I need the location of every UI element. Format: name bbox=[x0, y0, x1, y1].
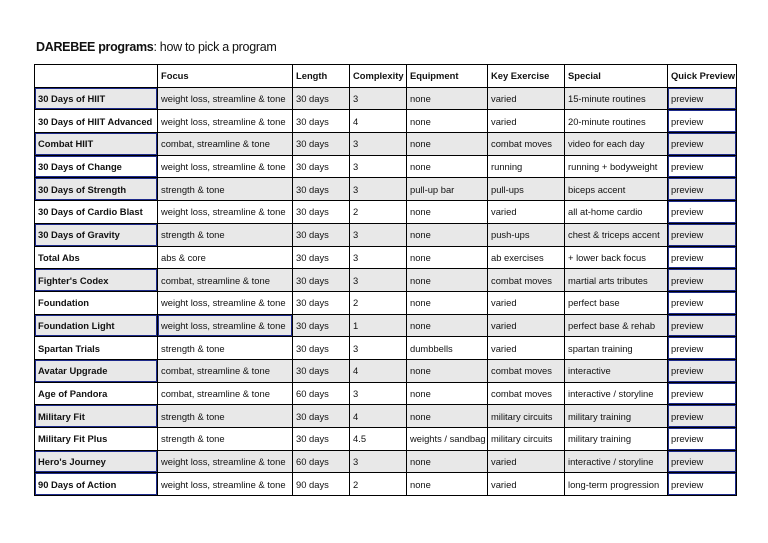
cell-length: 30 days bbox=[293, 291, 350, 314]
cell-complexity: 3 bbox=[350, 382, 407, 405]
cell-program-name: 30 Days of Strength bbox=[35, 178, 158, 201]
cell-special: interactive / storyline bbox=[565, 382, 668, 405]
cell-special: perfect base & rehab bbox=[565, 314, 668, 337]
cell-program-name: Combat HIIT bbox=[35, 133, 158, 156]
cell-preview-link[interactable]: preview bbox=[668, 382, 737, 405]
cell-focus: abs & core bbox=[158, 246, 293, 269]
cell-program-name: 30 Days of Gravity bbox=[35, 223, 158, 246]
cell-special: 15-minute routines bbox=[565, 87, 668, 110]
cell-preview-link[interactable]: preview bbox=[668, 223, 737, 246]
table-row bbox=[35, 223, 737, 246]
cell-focus: weight loss, streamline & tone bbox=[158, 473, 293, 496]
cell-complexity: 4 bbox=[350, 405, 407, 428]
table-row bbox=[35, 133, 737, 156]
cell-key-exercise: pull-ups bbox=[488, 178, 565, 201]
table-row bbox=[35, 201, 737, 224]
cell-special: running + bodyweight bbox=[565, 155, 668, 178]
cell-preview-link[interactable]: preview bbox=[668, 337, 737, 360]
cell-key-exercise: military circuits bbox=[488, 428, 565, 451]
cell-length: 90 days bbox=[293, 473, 350, 496]
cell-preview-link[interactable]: preview bbox=[668, 269, 737, 292]
cell-equipment: none bbox=[407, 450, 488, 473]
cell-equipment: none bbox=[407, 155, 488, 178]
cell-preview-link[interactable]: preview bbox=[668, 359, 737, 382]
cell-preview-link[interactable]: preview bbox=[668, 291, 737, 314]
cell-special: spartan training bbox=[565, 337, 668, 360]
col-header-length: Length bbox=[293, 65, 350, 88]
cell-length: 30 days bbox=[293, 246, 350, 269]
cell-complexity: 3 bbox=[350, 337, 407, 360]
programs-table bbox=[34, 64, 737, 496]
cell-focus: weight loss, streamline & tone bbox=[158, 314, 293, 337]
cell-equipment: none bbox=[407, 246, 488, 269]
col-header-key-exercise: Key Exercise bbox=[488, 65, 565, 88]
cell-key-exercise: varied bbox=[488, 337, 565, 360]
cell-focus: weight loss, streamline & tone bbox=[158, 450, 293, 473]
cell-complexity: 2 bbox=[350, 473, 407, 496]
col-header-equipment: Equipment bbox=[407, 65, 488, 88]
cell-complexity: 3 bbox=[350, 269, 407, 292]
cell-program-name: Age of Pandora bbox=[35, 382, 158, 405]
cell-complexity: 1 bbox=[350, 314, 407, 337]
cell-program-name: Foundation Light bbox=[35, 314, 158, 337]
table-row bbox=[35, 291, 737, 314]
cell-key-exercise: military circuits bbox=[488, 405, 565, 428]
cell-equipment: weights / sandbag bbox=[407, 428, 488, 451]
cell-equipment: none bbox=[407, 133, 488, 156]
cell-complexity: 2 bbox=[350, 291, 407, 314]
cell-focus: combat, streamline & tone bbox=[158, 382, 293, 405]
cell-key-exercise: combat moves bbox=[488, 133, 565, 156]
cell-preview-link[interactable]: preview bbox=[668, 87, 737, 110]
cell-complexity: 3 bbox=[350, 246, 407, 269]
cell-focus: combat, streamline & tone bbox=[158, 269, 293, 292]
cell-length: 30 days bbox=[293, 133, 350, 156]
cell-key-exercise: running bbox=[488, 155, 565, 178]
cell-special: interactive / storyline bbox=[565, 450, 668, 473]
cell-length: 30 days bbox=[293, 428, 350, 451]
cell-preview-link[interactable]: preview bbox=[668, 450, 737, 473]
cell-focus: strength & tone bbox=[158, 428, 293, 451]
cell-equipment: pull-up bar bbox=[407, 178, 488, 201]
cell-length: 30 days bbox=[293, 178, 350, 201]
cell-focus: combat, streamline & tone bbox=[158, 359, 293, 382]
cell-program-name: 30 Days of HIIT bbox=[35, 87, 158, 110]
table-row bbox=[35, 473, 737, 496]
cell-key-exercise: combat moves bbox=[488, 359, 565, 382]
cell-preview-link[interactable]: preview bbox=[668, 405, 737, 428]
cell-length: 30 days bbox=[293, 87, 350, 110]
cell-program-name: Military Fit bbox=[35, 405, 158, 428]
cell-preview-link[interactable]: preview bbox=[668, 246, 737, 269]
cell-special: chest & triceps accent bbox=[565, 223, 668, 246]
cell-focus: weight loss, streamline & tone bbox=[158, 291, 293, 314]
cell-special: military training bbox=[565, 428, 668, 451]
cell-preview-link[interactable]: preview bbox=[668, 155, 737, 178]
cell-complexity: 4 bbox=[350, 110, 407, 133]
table-row bbox=[35, 314, 737, 337]
table-row bbox=[35, 405, 737, 428]
cell-length: 30 days bbox=[293, 359, 350, 382]
cell-equipment: none bbox=[407, 269, 488, 292]
col-header-focus: Focus bbox=[158, 65, 293, 88]
cell-program-name: Hero's Journey bbox=[35, 450, 158, 473]
cell-key-exercise: push-ups bbox=[488, 223, 565, 246]
cell-key-exercise: ab exercises bbox=[488, 246, 565, 269]
title-bold: DAREBEE programs bbox=[36, 40, 154, 54]
cell-preview-link[interactable]: preview bbox=[668, 428, 737, 451]
cell-focus: weight loss, streamline & tone bbox=[158, 201, 293, 224]
cell-preview-link[interactable]: preview bbox=[668, 473, 737, 496]
cell-focus: strength & tone bbox=[158, 178, 293, 201]
title-rest: : how to pick a program bbox=[153, 40, 277, 54]
table-row bbox=[35, 110, 737, 133]
cell-key-exercise: varied bbox=[488, 291, 565, 314]
cell-preview-link[interactable]: preview bbox=[668, 110, 737, 133]
cell-key-exercise: varied bbox=[488, 201, 565, 224]
cell-equipment: none bbox=[407, 382, 488, 405]
cell-focus: weight loss, streamline & tone bbox=[158, 87, 293, 110]
cell-focus: weight loss, streamline & tone bbox=[158, 110, 293, 133]
cell-complexity: 3 bbox=[350, 133, 407, 156]
header-row bbox=[35, 65, 737, 88]
cell-special: perfect base bbox=[565, 291, 668, 314]
table-row bbox=[35, 337, 737, 360]
col-header-special: Special bbox=[565, 65, 668, 88]
col-header-program bbox=[35, 65, 158, 88]
cell-special: interactive bbox=[565, 359, 668, 382]
cell-equipment: none bbox=[407, 314, 488, 337]
cell-key-exercise: varied bbox=[488, 450, 565, 473]
cell-key-exercise: varied bbox=[488, 87, 565, 110]
table-row bbox=[35, 269, 737, 292]
table-row bbox=[35, 359, 737, 382]
cell-key-exercise: varied bbox=[488, 473, 565, 496]
cell-complexity: 2 bbox=[350, 201, 407, 224]
cell-focus: strength & tone bbox=[158, 405, 293, 428]
cell-equipment: none bbox=[407, 223, 488, 246]
cell-special: all at-home cardio bbox=[565, 201, 668, 224]
cell-focus: strength & tone bbox=[158, 223, 293, 246]
cell-length: 30 days bbox=[293, 269, 350, 292]
cell-equipment: none bbox=[407, 291, 488, 314]
cell-length: 30 days bbox=[293, 223, 350, 246]
cell-special: biceps accent bbox=[565, 178, 668, 201]
cell-length: 60 days bbox=[293, 382, 350, 405]
cell-focus: combat, streamline & tone bbox=[158, 133, 293, 156]
cell-special: video for each day bbox=[565, 133, 668, 156]
cell-complexity: 3 bbox=[350, 155, 407, 178]
cell-length: 30 days bbox=[293, 314, 350, 337]
cell-program-name: Fighter's Codex bbox=[35, 269, 158, 292]
cell-program-name: Avatar Upgrade bbox=[35, 359, 158, 382]
cell-length: 30 days bbox=[293, 337, 350, 360]
cell-complexity: 3 bbox=[350, 178, 407, 201]
table-row bbox=[35, 87, 737, 110]
cell-key-exercise: varied bbox=[488, 110, 565, 133]
table-row bbox=[35, 246, 737, 269]
cell-preview-link[interactable]: preview bbox=[668, 314, 737, 337]
cell-special: martial arts tributes bbox=[565, 269, 668, 292]
cell-program-name: Military Fit Plus bbox=[35, 428, 158, 451]
col-header-quick-preview: Quick Preview bbox=[668, 65, 737, 88]
cell-key-exercise: combat moves bbox=[488, 382, 565, 405]
cell-key-exercise: varied bbox=[488, 314, 565, 337]
cell-program-name: 30 Days of Change bbox=[35, 155, 158, 178]
cell-equipment: none bbox=[407, 201, 488, 224]
cell-length: 30 days bbox=[293, 155, 350, 178]
cell-program-name: 90 Days of Action bbox=[35, 473, 158, 496]
table-row bbox=[35, 155, 737, 178]
cell-length: 30 days bbox=[293, 110, 350, 133]
table-row bbox=[35, 450, 737, 473]
document-title bbox=[36, 40, 276, 54]
cell-program-name: Total Abs bbox=[35, 246, 158, 269]
cell-complexity: 4 bbox=[350, 359, 407, 382]
cell-complexity: 4.5 bbox=[350, 428, 407, 451]
cell-focus: strength & tone bbox=[158, 337, 293, 360]
cell-complexity: 3 bbox=[350, 87, 407, 110]
cell-preview-link[interactable]: preview bbox=[668, 178, 737, 201]
cell-equipment: dumbbells bbox=[407, 337, 488, 360]
cell-equipment: none bbox=[407, 110, 488, 133]
cell-special: 20-minute routines bbox=[565, 110, 668, 133]
cell-special: military training bbox=[565, 405, 668, 428]
cell-focus: weight loss, streamline & tone bbox=[158, 155, 293, 178]
cell-equipment: none bbox=[407, 359, 488, 382]
cell-special: + lower back focus bbox=[565, 246, 668, 269]
cell-length: 60 days bbox=[293, 450, 350, 473]
cell-special: long-term progression bbox=[565, 473, 668, 496]
cell-length: 30 days bbox=[293, 405, 350, 428]
table-row bbox=[35, 178, 737, 201]
cell-preview-link[interactable]: preview bbox=[668, 133, 737, 156]
cell-program-name: 30 Days of Cardio Blast bbox=[35, 201, 158, 224]
table-row bbox=[35, 428, 737, 451]
table-row bbox=[35, 382, 737, 405]
cell-equipment: none bbox=[407, 87, 488, 110]
cell-length: 30 days bbox=[293, 201, 350, 224]
cell-equipment: none bbox=[407, 405, 488, 428]
cell-key-exercise: combat moves bbox=[488, 269, 565, 292]
cell-program-name: 30 Days of HIIT Advanced bbox=[35, 110, 158, 133]
cell-equipment: none bbox=[407, 473, 488, 496]
cell-preview-link[interactable]: preview bbox=[668, 201, 737, 224]
cell-complexity: 3 bbox=[350, 223, 407, 246]
cell-program-name: Spartan Trials bbox=[35, 337, 158, 360]
cell-complexity: 3 bbox=[350, 450, 407, 473]
cell-program-name: Foundation bbox=[35, 291, 158, 314]
col-header-complexity: Complexity bbox=[350, 65, 407, 88]
